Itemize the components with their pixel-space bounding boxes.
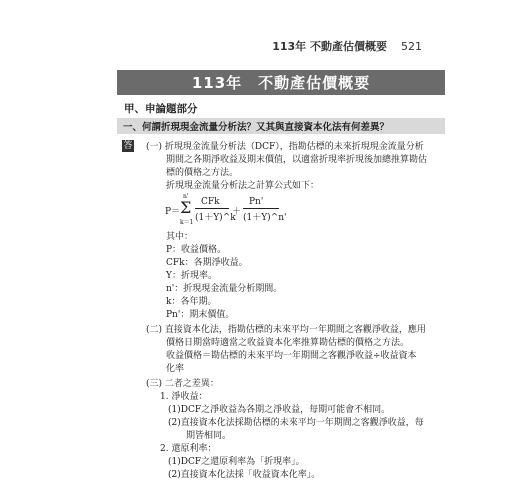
formula-numerator-2: Pn' xyxy=(249,197,264,207)
dcf-formula xyxy=(165,193,287,226)
section-heading: 甲、申論題部分 xyxy=(124,103,198,115)
part3-sub2-item: (1)DCF之還原利率為「折現率」。 xyxy=(168,457,305,467)
fraction-line-1 xyxy=(195,208,229,209)
part3-heading: (三) 二者之差異： xyxy=(146,379,219,389)
part3-sub1-item: 期皆相同。 xyxy=(186,431,232,441)
formula-denominator-1: (1＋Y)^k xyxy=(195,213,236,223)
formula-sum-top: n' xyxy=(183,193,189,200)
part3-sub1-heading: 1. 淨收益： xyxy=(160,392,208,402)
part1-line: 期間之各期淨收益及期末價值，以適當折現率折現後加總推算勘估 xyxy=(166,155,428,165)
part3-sub2-heading: 2. 還原利率： xyxy=(160,444,217,454)
answer-badge-icon: 答 xyxy=(123,141,133,151)
question-bar xyxy=(117,118,445,134)
part1-line: 標的價格之方法。 xyxy=(166,168,239,178)
definition-item: CFk：各期淨收益。 xyxy=(166,258,248,268)
part3-sub2-item: (2)直接資本化法採「收益資本化率」。 xyxy=(168,470,321,480)
running-head-title: 113年 不動產估價概要 xyxy=(272,40,387,53)
part2-line: 價格日期當時適當之收益資本化率推算勘估標的價格之方法。 xyxy=(166,338,410,348)
definition-item: k：各年期。 xyxy=(166,297,217,307)
part2-line: 化率 xyxy=(166,364,185,374)
part3-sub1-item: (1)DCF之淨收益為各期之淨收益，每期可能會不相同。 xyxy=(168,405,391,415)
formula-numerator-1: CFk xyxy=(201,197,220,207)
part2-line: (二) 直接資本化法，指勘估標的未來平均一年期間之客觀淨收益，應用 xyxy=(146,325,426,335)
part3-sub1-item: (2)直接資本化法採勘估標的未來平均一年期間之客觀淨收益，每 xyxy=(168,418,424,428)
part1-line: (一) 折現現金流量分析法（DCF），指勘估標的未來折現現金流量分析 xyxy=(146,142,424,152)
chapter-title: 113年 不動產估價概要 xyxy=(117,70,445,95)
question-text: 一、何謂折現現金流量分析法？又其與直接資本化法有何差異？ xyxy=(123,122,390,133)
fraction-line-2 xyxy=(243,208,279,209)
running-head xyxy=(272,38,422,54)
definition-item: P：收益價格。 xyxy=(166,245,227,255)
formula-denominator-2: (1＋Y)^n' xyxy=(243,213,287,223)
part2-line: 收益價格＝勘估標的未來平均一年期間之客觀淨收益÷收益資本 xyxy=(166,351,417,361)
definitions-intro: 其中： xyxy=(166,232,194,242)
formula-sum-sign: Σ xyxy=(180,198,192,217)
formula-plus: ＋ xyxy=(232,207,242,217)
part1-line: 折現現金流量分析法之計算公式如下： xyxy=(166,181,320,191)
formula-sum-bottom: k＝1 xyxy=(180,219,194,226)
definition-item: Pn'：期末價值。 xyxy=(166,310,235,320)
definition-item: Y：折現率。 xyxy=(166,271,217,281)
formula-lhs: P＝ xyxy=(165,207,181,217)
definition-item: n'：折現現金流量分析期間。 xyxy=(166,284,283,294)
page-number: 521 xyxy=(401,40,422,53)
